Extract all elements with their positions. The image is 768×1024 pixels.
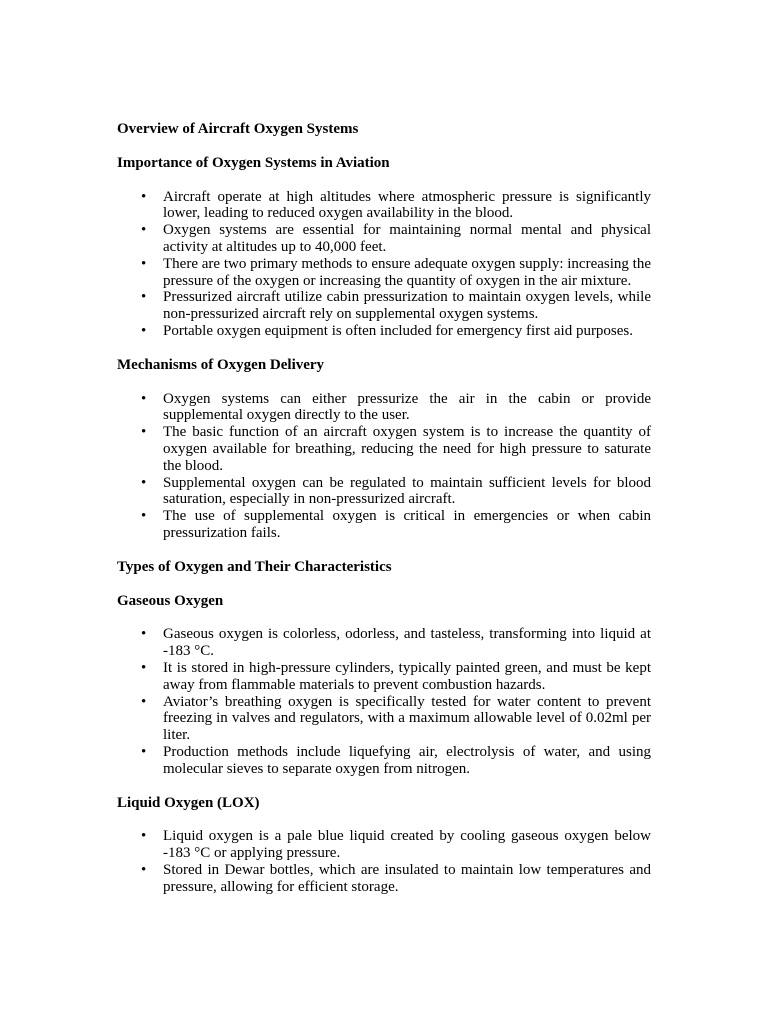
- subsection-heading: Gaseous Oxygen: [117, 592, 224, 609]
- list-item: • It is stored in high-pressure cylinders, typically painted green, and must be kept away from flammable materials to prevent combustion hazards.: [117, 660, 651, 694]
- bullet-list: [117, 189, 651, 340]
- subsection-heading: Liquid Oxygen (LOX): [117, 794, 260, 811]
- document-title: Overview of Aircraft Oxygen Systems: [117, 121, 359, 137]
- list-item: • The use of supplemental oxygen is critical in emergencies or when cabin pressurization fails.: [117, 508, 651, 542]
- bullet-list: [117, 828, 651, 895]
- section-heading: Importance of Oxygen Systems in Aviation: [117, 154, 390, 171]
- list-item: • Production methods include liquefying air, electrolysis of water, and using molecular sieves to separate oxygen from nitrogen.: [117, 744, 651, 778]
- list-item: • Pressurized aircraft utilize cabin pressurization to maintain oxygen levels, while non-pressurized aircraft rely on supplemental oxygen systems.: [117, 289, 651, 323]
- list-item: • The basic function of an aircraft oxygen system is to increase the quantity of oxygen available for breathing, reducing the need for high pressure to saturate the blood.: [117, 424, 651, 474]
- list-item: • Stored in Dewar bottles, which are insulated to maintain low temperatures and pressure, allowing for efficient storage.: [117, 862, 651, 896]
- list-item: • Liquid oxygen is a pale blue liquid created by cooling gaseous oxygen below -183 °C or applying pressure.: [117, 828, 651, 862]
- list-item: • Gaseous oxygen is colorless, odorless, and tasteless, transforming into liquid at -183 °C.: [117, 626, 651, 660]
- list-item: • Aircraft operate at high altitudes where atmospheric pressure is significantly lower, leading to reduced oxygen availability in the blood.: [117, 189, 651, 223]
- document-body: [117, 121, 651, 895]
- bullet-list: [117, 391, 651, 542]
- bullet-list: [117, 626, 651, 777]
- list-item: • Oxygen systems can either pressurize the air in the cabin or provide supplemental oxygen directly to the user.: [117, 391, 651, 425]
- section-heading: Mechanisms of Oxygen Delivery: [117, 356, 325, 373]
- section-heading: Types of Oxygen and Their Characteristics: [117, 558, 392, 575]
- list-item: • Supplemental oxygen can be regulated to maintain sufficient levels for blood saturation, especially in non-pressurized aircraft.: [117, 475, 651, 509]
- list-item: • Aviator’s breathing oxygen is specifically tested for water content to prevent freezing in valves and regulators, with a maximum allowable level of 0.02ml per liter.: [117, 694, 651, 744]
- list-item: • Oxygen systems are essential for maintaining normal mental and physical activity at altitudes up to 40,000 feet.: [117, 222, 651, 256]
- list-item: • There are two primary methods to ensure adequate oxygen supply: increasing the pressure of the oxygen or increasing the quantity of oxygen in the air mixture.: [117, 256, 651, 290]
- list-item: • Portable oxygen equipment is often included for emergency first aid purposes.: [117, 323, 651, 340]
